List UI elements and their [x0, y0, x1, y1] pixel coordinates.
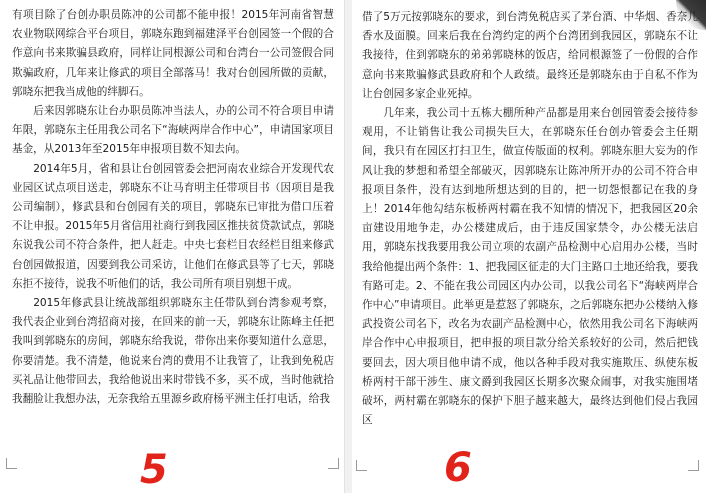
- document-page-left: [0, 0, 345, 493]
- paragraph: 有项目除了台创办职员陈冲的公司都不能申报！2015年河南省智慧农业物联网综合平台项目，郭晓东跑到福建泽平台创园签一个假的合作意向书来欺骗县政府，同样让同根源公司和台湾台一公司签假合同欺骗政府，几年来让修武的项目全部落马！我对台创园所做的贡献，郭晓东把我当成他的绊脚石。: [12, 9, 334, 98]
- paragraph: 几年来，我公司十五栋大棚所种产品都是用来台创园管委会接待参观用，不让销售让我公司损失巨大，在郭晓东任台创办管委会主任期间，我只有在园区打扫卫生，做宣传版面的权利。郭晓东胆大妄为的作风让我的梦想和希望全部破灭，因郭晓东让陈冲所开办的公司不符合申报项目条件，没有达到地所想达到的目的，把一切怨恨都记在我的身上！2014年他勾结东板桥两村霸在我不知情的情况下，把我园区20余亩建设用地争走，办公楼建成后，由于违反国家禁令，办公楼无法启用，郭晓东找我要用我公司立项的农副产品检测中心启用办公楼，当时我给他提出两个条件：1、把我园区征走的大门主路口土地还给我，要我有路可走。2、不能在我公司园区内办公司，以我公司名下“海峡两岸合作中心”申请项目。此举更是惹怒了郭晓东，之后郭晓东把办公楼纳入修武投资公司名下，改名为农副产品检测中心，依然用我公司名下海峡两岸合作中心申报项目，把申报的项目款分给关系较好的公司，然后把钱要回去，因大项目他申请不成，他以各种手段对我实施欺压、纵使东板桥两村干部干涉生、康文爵到我园区长期多次聚众闹事，对我实施围堵破坏，两村霸在郭晓东的保护下胆子越来越大，最终达到他们侵占我园区: [362, 107, 698, 427]
- paragraph: 借了5万元按郭晓东的要求，到台湾免税店买了茅台酒、中华烟、香奈儿香水及面膜。回来后我在台湾约定的两个台湾团到我园区，郭晓东不让我接待，住到郭晓东的弟弟郭晓林的饭店，给同根源签了一份假的合作意向书来欺骗修武县政府和个人政绩。最终还是郭晓东由于自私不作为让台创园多家企业死掉。: [362, 11, 698, 100]
- crop-mark: [328, 458, 339, 469]
- paragraph: 2015年修武县让统战部组织郭晓东主任带队到台湾参观考察，我代表企业到台湾招商对接，在回来的前一天，郭晓东让陈峰主任把我叫到郭晓东的房间，郭晓东给我说，带你出来你要知道什么意思，你要清楚。我不清楚，他说来台湾的费用不让我管了，让我到免税店买礼品让他带回去，我给他说出来时带钱不多，买不成，当时他就拾我翻脸让我想办法，无奈我给五里源乡政府杨平洲主任打电话，给我: [12, 297, 334, 406]
- paragraph: 2014年5月，省和县让台创园管委会把河南农业综合开发现代农业园区试点项目送走，郭晓东不让马育明主任带项目书（因项目是我公司编制），修武县和台创园有关的项目，郭晓东已审批为借口压着不让申报。2015年5月省信用社商行到我园区推扶贫贷款试点，郭晓东说我公司不符合条件，把人赶走。中央七套栏目农经栏目组来修武台创园做报道，因要到我公司采访，让他们在修武县等了七天，郭晓东拒不接待，说我不听他们的话，我公司所有项目别想干成。: [12, 162, 334, 290]
- page-text-left: [12, 6, 334, 409]
- crop-mark: [688, 460, 699, 471]
- page-gap: [345, 0, 352, 493]
- page-text-right: [362, 8, 698, 430]
- document-page-right: [352, 0, 706, 493]
- page-number: 5: [140, 447, 168, 493]
- crop-mark: [356, 460, 367, 471]
- page-number: 6: [444, 445, 472, 491]
- paragraph: 后来因郭晓东让台办职员陈冲当法人，办的公司不符合项目申请年限，郭晓东主任用我公司名下“海峡两岸合作中心”，申请国家项目基金，从2013年至2015年申报项目数不知去向。: [12, 105, 334, 156]
- crop-mark: [6, 458, 17, 469]
